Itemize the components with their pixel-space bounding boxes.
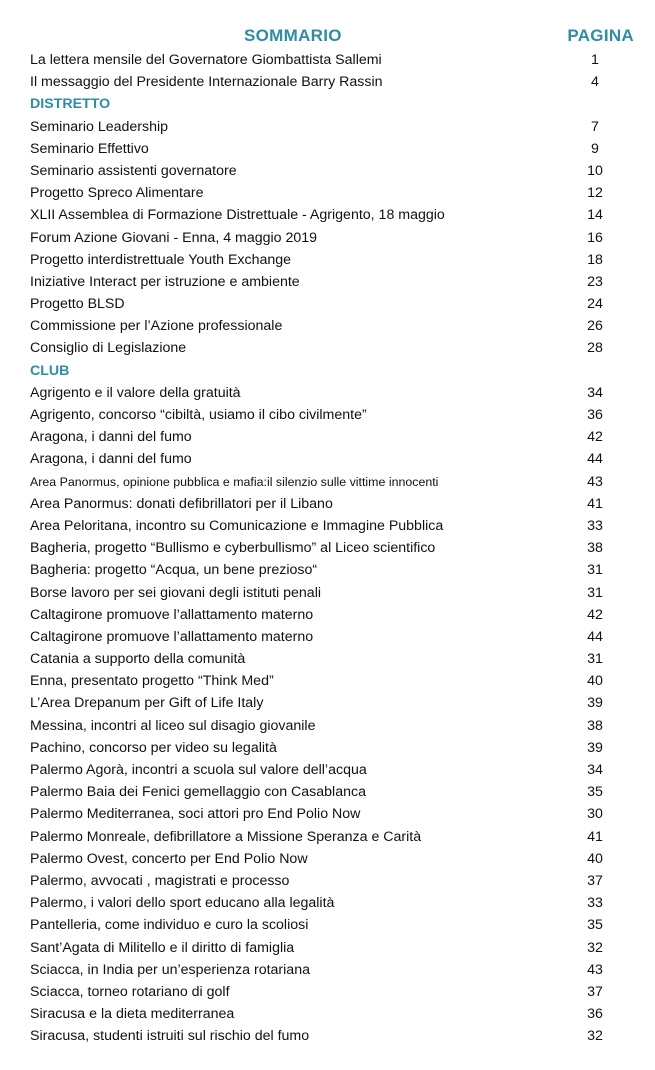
toc-entry-page: 31 bbox=[587, 562, 603, 579]
toc-entry bbox=[30, 138, 615, 160]
toc-entry bbox=[30, 870, 615, 892]
toc-entry-page: 33 bbox=[587, 517, 603, 534]
toc-entry-page: 7 bbox=[591, 118, 599, 135]
toc-entry-title: Area Peloritana, incontro su Comunicazione e Immagine Pubblica bbox=[30, 517, 444, 534]
toc-entry-page: 36 bbox=[587, 1006, 603, 1023]
toc-entry-title: Caltagirone promuove l’allattamento materno bbox=[30, 628, 314, 645]
toc-entry-page: 34 bbox=[587, 384, 603, 401]
toc-entry bbox=[30, 315, 615, 337]
toc-entry-title: Progetto Spreco Alimentare bbox=[30, 185, 204, 202]
toc-entry bbox=[30, 959, 615, 981]
toc-entry-title: Forum Azione Giovani - Enna, 4 maggio 2019 bbox=[30, 229, 318, 246]
toc-entry bbox=[30, 337, 615, 359]
toc-entry-title: Sciacca, torneo rotariano di golf bbox=[30, 983, 230, 1000]
toc-entry-title: Caltagirone promuove l’allattamento materno bbox=[30, 606, 314, 623]
toc-entry-title: Aragona, i danni del fumo bbox=[30, 451, 192, 468]
toc-entry-title: Iniziative Interact per istruzione e ambiente bbox=[30, 273, 300, 290]
toc-entry bbox=[30, 937, 615, 959]
toc-entry-title: Bagheria: progetto “Acqua, un bene prezioso“ bbox=[30, 562, 318, 579]
toc-entry bbox=[30, 559, 615, 581]
toc-entry-title: L’Area Drepanum per Gift of Life Italy bbox=[30, 695, 264, 712]
toc-entry-page: 18 bbox=[587, 251, 603, 268]
toc-entry-title: Palermo Ovest, concerto per End Polio Now bbox=[30, 850, 308, 867]
toc-entry-title: Seminario Effettivo bbox=[30, 140, 149, 157]
toc-entry-title: Palermo Monreale, defibrillatore a Missione Speranza e Carità bbox=[30, 828, 422, 845]
toc-entry bbox=[30, 448, 615, 470]
toc-entry-title: Area Panormus, opinione pubblica e mafia:il silenzio sulle vittime innocenti bbox=[30, 474, 439, 489]
toc-entry-page: 42 bbox=[587, 606, 603, 623]
toc-entry-title: Sciacca, in India per un’esperienza rotariana bbox=[30, 961, 310, 978]
toc-entry bbox=[30, 382, 615, 404]
toc-entry-page: 10 bbox=[587, 162, 603, 179]
toc-entry bbox=[30, 626, 615, 648]
toc-entry bbox=[30, 803, 615, 825]
toc-entry-title: Catania a supporto della comunità bbox=[30, 651, 246, 668]
toc-entry-title: Palermo, avvocati , magistrati e processo bbox=[30, 872, 290, 889]
toc-entry bbox=[30, 515, 615, 537]
toc-entry-page: 32 bbox=[587, 939, 603, 956]
toc-entry bbox=[30, 648, 615, 670]
toc-entry-page: 41 bbox=[587, 495, 603, 512]
toc-entry-page: 37 bbox=[587, 983, 603, 1000]
toc-entry-page: 23 bbox=[587, 273, 603, 290]
toc-entry bbox=[30, 715, 615, 737]
toc-entry bbox=[30, 227, 615, 249]
toc-entry bbox=[30, 426, 615, 448]
toc-entry bbox=[30, 271, 615, 293]
toc-entry-title: Bagheria, progetto “Bullismo e cyberbullismo” al Liceo scientifico bbox=[30, 540, 436, 557]
toc-entry-title: Agrigento e il valore della gratuità bbox=[30, 384, 241, 401]
toc-entry bbox=[30, 49, 615, 71]
toc-entry-title: Palermo Agorà, incontri a scuola sul valore dell’acqua bbox=[30, 762, 367, 778]
toc-entry bbox=[30, 1025, 615, 1047]
toc-entry-title: Commissione per l’Azione professionale bbox=[30, 318, 283, 335]
toc-entry-page: 39 bbox=[587, 695, 603, 712]
toc-entry-page: 39 bbox=[587, 739, 603, 756]
toc-entry-title: Siracusa, studenti istruiti sul rischio del fumo bbox=[30, 1028, 310, 1045]
toc-entry-title: Seminario assistenti governatore bbox=[30, 162, 237, 179]
toc-entry-title: La lettera mensile del Governatore Giombattista Sallemi bbox=[30, 52, 382, 68]
toc-entry bbox=[30, 981, 615, 1003]
toc-entry-title: Aragona, i danni del fumo bbox=[30, 429, 192, 446]
toc-entry-title: Palermo, i valori dello sport educano alla legalità bbox=[30, 895, 335, 912]
table-of-contents bbox=[30, 49, 615, 1047]
toc-entry-page: 40 bbox=[587, 673, 603, 690]
toc-entry bbox=[30, 604, 615, 626]
sommario-title: SOMMARIO bbox=[244, 26, 342, 45]
toc-entry-page: 34 bbox=[587, 762, 603, 778]
pagina-column-header: PAGINA bbox=[567, 26, 634, 45]
toc-header bbox=[0, 26, 655, 48]
section-heading-distretto: DISTRETTO bbox=[30, 96, 111, 113]
toc-entry-page: 31 bbox=[587, 584, 603, 601]
toc-entry-title: Enna, presentato progetto “Think Med” bbox=[30, 673, 274, 690]
toc-entry bbox=[30, 759, 615, 781]
toc-entry-title: Palermo Baia dei Fenici gemellaggio con Casablanca bbox=[30, 784, 366, 801]
toc-entry bbox=[30, 160, 615, 182]
toc-entry bbox=[30, 737, 615, 759]
toc-entry-page: 35 bbox=[587, 917, 603, 934]
toc-entry-title: Area Panormus: donati defibrillatori per il Libano bbox=[30, 495, 333, 512]
toc-entry-title: Siracusa e la dieta mediterranea bbox=[30, 1006, 235, 1023]
toc-entry-title: Pachino, concorso per video su legalità bbox=[30, 739, 277, 756]
toc-entry-title: Progetto interdistrettuale Youth Exchange bbox=[30, 251, 292, 268]
toc-entry bbox=[30, 914, 615, 936]
toc-entry-page: 40 bbox=[587, 850, 603, 867]
toc-entry bbox=[30, 537, 615, 559]
toc-entry-title: Progetto BLSD bbox=[30, 296, 125, 313]
toc-entry-page: 31 bbox=[587, 651, 603, 668]
toc-entry bbox=[30, 493, 615, 515]
toc-entry-title: Pantelleria, come individuo e curo la scoliosi bbox=[30, 917, 309, 934]
toc-entry bbox=[30, 1003, 615, 1025]
toc-entry-title: Borse lavoro per sei giovani degli istituti penali bbox=[30, 584, 322, 601]
toc-entry-page: 14 bbox=[587, 207, 603, 224]
toc-entry-page: 44 bbox=[587, 628, 603, 645]
toc-entry bbox=[30, 848, 615, 870]
toc-entry bbox=[30, 293, 615, 315]
toc-entry-page: 43 bbox=[587, 473, 603, 490]
toc-entry-title: XLII Assemblea di Formazione Distrettuale - Agrigento, 18 maggio bbox=[30, 207, 445, 224]
toc-entry-title: Palermo Mediterranea, soci attori pro End Polio Now bbox=[30, 806, 361, 823]
toc-entry bbox=[30, 582, 615, 604]
toc-entry-title: Seminario Leadership bbox=[30, 118, 169, 135]
toc-entry-title: Sant’Agata di Militello e il diritto di famiglia bbox=[30, 939, 295, 956]
toc-entry-page: 43 bbox=[587, 961, 603, 978]
toc-entry bbox=[30, 116, 615, 138]
toc-entry bbox=[30, 692, 615, 714]
toc-entry bbox=[30, 249, 615, 271]
toc-entry bbox=[30, 71, 615, 93]
toc-entry bbox=[30, 781, 615, 803]
toc-entry bbox=[30, 204, 615, 226]
toc-entry-page: 42 bbox=[587, 429, 603, 446]
toc-entry-page: 30 bbox=[587, 806, 603, 823]
toc-entry bbox=[30, 182, 615, 204]
toc-entry-page: 38 bbox=[587, 717, 603, 734]
section-heading-club: CLUB bbox=[30, 362, 70, 379]
toc-entry-title: Messina, incontri al liceo sul disagio giovanile bbox=[30, 717, 316, 734]
toc-entry-page: 35 bbox=[587, 784, 603, 801]
toc-entry-page: 37 bbox=[587, 872, 603, 889]
toc-entry-page: 38 bbox=[587, 540, 603, 557]
toc-entry bbox=[30, 826, 615, 848]
toc-entry-page: 12 bbox=[587, 185, 603, 202]
toc-entry-page: 26 bbox=[587, 318, 603, 335]
toc-entry-page: 9 bbox=[591, 140, 599, 157]
toc-entry-page: 16 bbox=[587, 229, 603, 246]
toc-entry-page: 36 bbox=[587, 407, 603, 423]
toc-entry-page: 32 bbox=[587, 1028, 603, 1045]
toc-entry bbox=[30, 892, 615, 914]
toc-entry bbox=[30, 471, 615, 493]
toc-entry-page: 24 bbox=[587, 296, 603, 313]
toc-entry-page: 33 bbox=[587, 895, 603, 912]
toc-entry bbox=[30, 670, 615, 692]
toc-entry-page: 1 bbox=[591, 52, 599, 68]
toc-entry-title: Agrigento, concorso “cibiltà, usiamo il cibo civilmente” bbox=[30, 407, 367, 423]
toc-entry-page: 41 bbox=[587, 828, 603, 845]
toc-entry-title: Consiglio di Legislazione bbox=[30, 340, 187, 357]
toc-entry bbox=[30, 404, 615, 426]
toc-entry-page: 44 bbox=[587, 451, 603, 468]
toc-entry-title: Il messaggio del Presidente Internazionale Barry Rassin bbox=[30, 74, 383, 91]
toc-entry-page: 28 bbox=[587, 340, 603, 357]
toc-entry-page: 4 bbox=[591, 74, 599, 91]
